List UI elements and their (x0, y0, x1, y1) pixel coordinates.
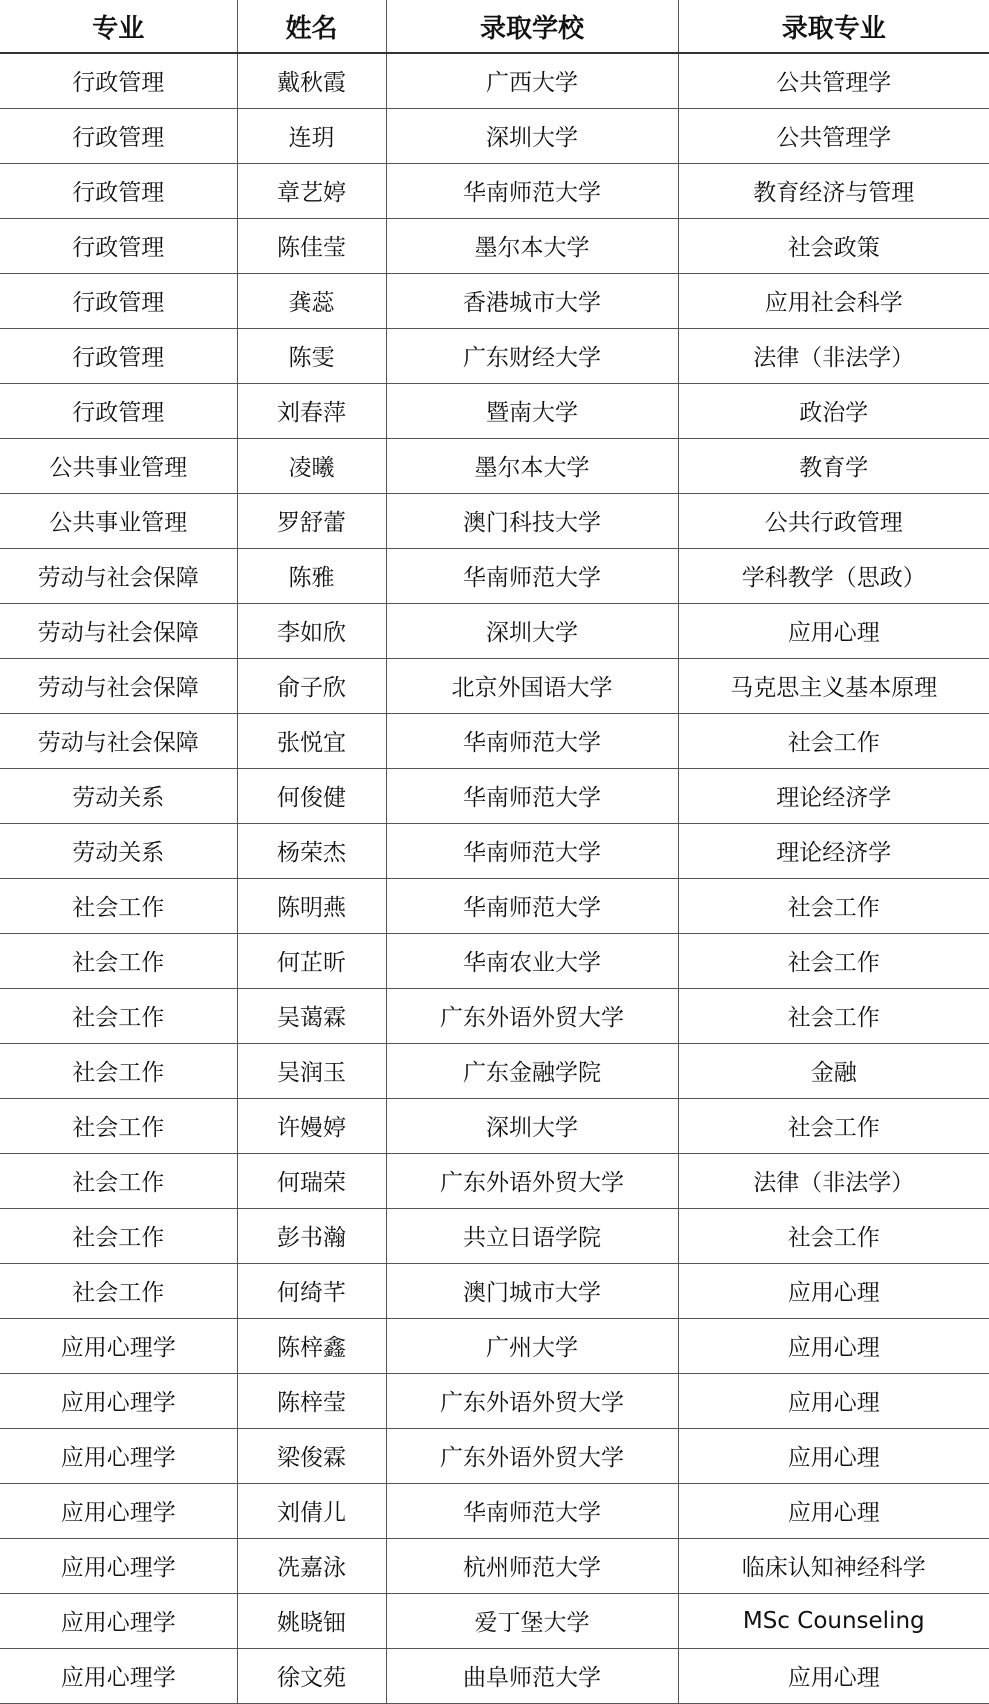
cell-school: 广东外语外贸大学 (386, 988, 678, 1043)
cell-name: 吴蔼霖 (237, 988, 386, 1043)
cell-school: 华南师范大学 (386, 878, 678, 933)
table-row (0, 603, 989, 658)
table-row (0, 1043, 989, 1098)
cell-school: 香港城市大学 (386, 273, 678, 328)
cell-school: 华南师范大学 (386, 163, 678, 218)
cell-school: 暨南大学 (386, 383, 678, 438)
cell-school: 杭州师范大学 (386, 1538, 678, 1593)
cell-school: 广州大学 (386, 1318, 678, 1373)
cell-program: 应用心理 (678, 1428, 989, 1483)
table-row (0, 658, 989, 713)
cell-program: 教育经济与管理 (678, 163, 989, 218)
cell-major: 应用心理学 (0, 1483, 237, 1538)
cell-school: 深圳大学 (386, 603, 678, 658)
table-row (0, 1428, 989, 1483)
cell-name: 陈雯 (237, 328, 386, 383)
table-row (0, 1098, 989, 1153)
cell-major: 劳动关系 (0, 768, 237, 823)
cell-major: 劳动与社会保障 (0, 548, 237, 603)
cell-name: 陈梓莹 (237, 1373, 386, 1428)
cell-school: 深圳大学 (386, 108, 678, 163)
table-row (0, 53, 989, 108)
cell-name: 徐文苑 (237, 1648, 386, 1703)
cell-school: 墨尔本大学 (386, 218, 678, 273)
cell-program: 社会工作 (678, 713, 989, 768)
cell-name: 戴秋霞 (237, 53, 386, 108)
cell-program: 应用心理 (678, 1648, 989, 1703)
table-row (0, 1538, 989, 1593)
cell-school: 广东财经大学 (386, 328, 678, 383)
cell-school: 墨尔本大学 (386, 438, 678, 493)
cell-name: 张悦宜 (237, 713, 386, 768)
cell-school: 广东外语外贸大学 (386, 1428, 678, 1483)
cell-name: 吴润玉 (237, 1043, 386, 1098)
cell-program: 社会工作 (678, 1208, 989, 1263)
cell-major: 公共事业管理 (0, 438, 237, 493)
cell-major: 社会工作 (0, 988, 237, 1043)
cell-name: 刘春萍 (237, 383, 386, 438)
table-row (0, 1648, 989, 1703)
cell-major: 社会工作 (0, 933, 237, 988)
table-row (0, 768, 989, 823)
cell-program: 社会工作 (678, 933, 989, 988)
cell-name: 何瑞荣 (237, 1153, 386, 1208)
table-row (0, 438, 989, 493)
cell-school: 北京外国语大学 (386, 658, 678, 713)
cell-program: 社会工作 (678, 988, 989, 1043)
cell-program: 临床认知神经科学 (678, 1538, 989, 1593)
table-row (0, 933, 989, 988)
header-major: 专业 (0, 0, 237, 53)
cell-major: 劳动关系 (0, 823, 237, 878)
cell-name: 陈梓鑫 (237, 1318, 386, 1373)
table-row (0, 1263, 989, 1318)
table-row (0, 163, 989, 218)
cell-name: 彭书瀚 (237, 1208, 386, 1263)
cell-major: 行政管理 (0, 53, 237, 108)
cell-school: 曲阜师范大学 (386, 1648, 678, 1703)
cell-program: 教育学 (678, 438, 989, 493)
table-row (0, 1208, 989, 1263)
cell-name: 许嫚婷 (237, 1098, 386, 1153)
cell-major: 行政管理 (0, 218, 237, 273)
table-row (0, 328, 989, 383)
cell-name: 罗舒蕾 (237, 493, 386, 548)
table-row (0, 1593, 989, 1648)
cell-major: 社会工作 (0, 1263, 237, 1318)
cell-name: 陈雅 (237, 548, 386, 603)
cell-school: 华南师范大学 (386, 1483, 678, 1538)
cell-name: 冼嘉泳 (237, 1538, 386, 1593)
table-row (0, 493, 989, 548)
table-row (0, 273, 989, 328)
cell-name: 刘倩儿 (237, 1483, 386, 1538)
cell-program: 应用心理 (678, 1373, 989, 1428)
table-row (0, 218, 989, 273)
cell-name: 梁俊霖 (237, 1428, 386, 1483)
cell-program: 应用心理 (678, 1483, 989, 1538)
cell-program: 应用心理 (678, 603, 989, 658)
cell-name: 何绮芊 (237, 1263, 386, 1318)
cell-major: 社会工作 (0, 1043, 237, 1098)
cell-major: 社会工作 (0, 1208, 237, 1263)
cell-major: 应用心理学 (0, 1373, 237, 1428)
header-school: 录取学校 (386, 0, 678, 53)
cell-major: 社会工作 (0, 1153, 237, 1208)
cell-program: 公共管理学 (678, 53, 989, 108)
table-row (0, 383, 989, 438)
cell-name: 龚蕊 (237, 273, 386, 328)
cell-name: 陈佳莹 (237, 218, 386, 273)
cell-major: 行政管理 (0, 273, 237, 328)
cell-program: 理论经济学 (678, 823, 989, 878)
cell-program: 应用心理 (678, 1263, 989, 1318)
cell-school: 爱丁堡大学 (386, 1593, 678, 1648)
cell-program: 社会工作 (678, 1098, 989, 1153)
cell-school: 澳门城市大学 (386, 1263, 678, 1318)
cell-major: 应用心理学 (0, 1648, 237, 1703)
cell-program: 政治学 (678, 383, 989, 438)
cell-name: 杨荣杰 (237, 823, 386, 878)
cell-major: 应用心理学 (0, 1593, 237, 1648)
table-row (0, 108, 989, 163)
table-row (0, 1373, 989, 1428)
cell-program: 公共管理学 (678, 108, 989, 163)
cell-name: 陈明燕 (237, 878, 386, 933)
cell-major: 劳动与社会保障 (0, 713, 237, 768)
table-row (0, 878, 989, 933)
cell-school: 华南师范大学 (386, 713, 678, 768)
cell-major: 行政管理 (0, 328, 237, 383)
table-body (0, 53, 989, 1703)
cell-major: 社会工作 (0, 1098, 237, 1153)
cell-major: 劳动与社会保障 (0, 658, 237, 713)
cell-program: 法律（非法学） (678, 328, 989, 383)
cell-program: 应用社会科学 (678, 273, 989, 328)
cell-major: 应用心理学 (0, 1538, 237, 1593)
cell-school: 澳门科技大学 (386, 493, 678, 548)
cell-school: 华南师范大学 (386, 548, 678, 603)
cell-program: 公共行政管理 (678, 493, 989, 548)
cell-school: 广东外语外贸大学 (386, 1373, 678, 1428)
cell-major: 社会工作 (0, 878, 237, 933)
cell-major: 应用心理学 (0, 1428, 237, 1483)
cell-name: 连玥 (237, 108, 386, 163)
cell-program: 金融 (678, 1043, 989, 1098)
table-row (0, 1318, 989, 1373)
cell-program: 社会政策 (678, 218, 989, 273)
cell-name: 何芷昕 (237, 933, 386, 988)
cell-major: 行政管理 (0, 108, 237, 163)
cell-school: 广东外语外贸大学 (386, 1153, 678, 1208)
cell-school: 广东金融学院 (386, 1043, 678, 1098)
cell-school: 共立日语学院 (386, 1208, 678, 1263)
header-name: 姓名 (237, 0, 386, 53)
cell-name: 李如欣 (237, 603, 386, 658)
table-row (0, 988, 989, 1043)
cell-program: 应用心理 (678, 1318, 989, 1373)
cell-name: 章艺婷 (237, 163, 386, 218)
cell-name: 俞子欣 (237, 658, 386, 713)
cell-school: 深圳大学 (386, 1098, 678, 1153)
cell-program: 社会工作 (678, 878, 989, 933)
cell-program: 理论经济学 (678, 768, 989, 823)
cell-major: 行政管理 (0, 383, 237, 438)
cell-name: 姚晓钿 (237, 1593, 386, 1648)
table-row (0, 548, 989, 603)
cell-program: 学科教学（思政） (678, 548, 989, 603)
table-row (0, 713, 989, 768)
table-header-row (0, 0, 989, 53)
cell-major: 公共事业管理 (0, 493, 237, 548)
table-row (0, 1153, 989, 1208)
cell-name: 凌曦 (237, 438, 386, 493)
cell-major: 劳动与社会保障 (0, 603, 237, 658)
cell-school: 广西大学 (386, 53, 678, 108)
cell-program: 马克思主义基本原理 (678, 658, 989, 713)
header-program: 录取专业 (678, 0, 989, 53)
cell-major: 行政管理 (0, 163, 237, 218)
cell-school: 华南师范大学 (386, 823, 678, 878)
cell-school: 华南师范大学 (386, 768, 678, 823)
cell-school: 华南农业大学 (386, 933, 678, 988)
table-row (0, 823, 989, 878)
cell-major: 应用心理学 (0, 1318, 237, 1373)
cell-program: MSc Counseling (678, 1593, 989, 1648)
cell-program: 法律（非法学） (678, 1153, 989, 1208)
table-row (0, 1483, 989, 1538)
cell-name: 何俊健 (237, 768, 386, 823)
